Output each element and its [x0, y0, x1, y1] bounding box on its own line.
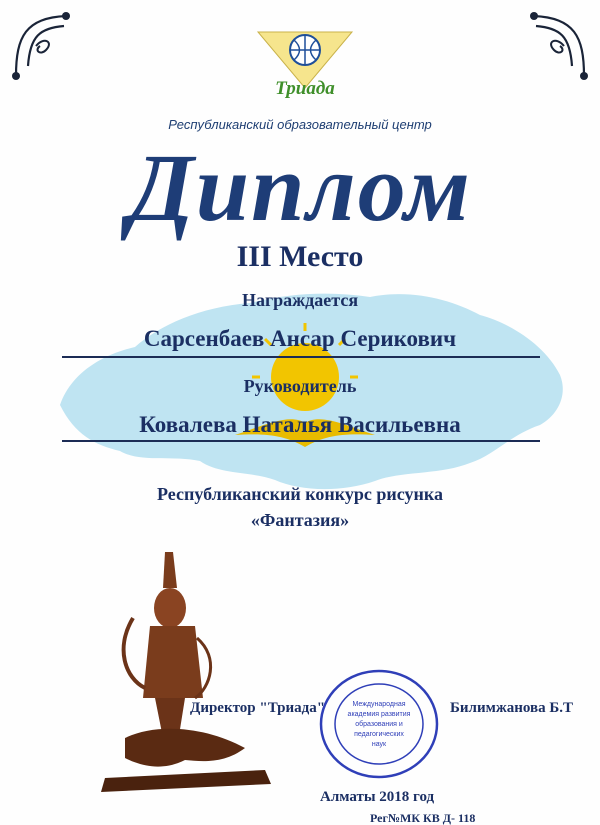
svg-text:академия развития: академия развития: [347, 711, 411, 718]
director-label: Директор "Триада": [190, 700, 326, 716]
contest-title: Республиканский конкурс рисунка: [157, 484, 443, 504]
supervisor-name: Ковалева Наталья Васильевна: [139, 412, 461, 437]
page-title: Диплом: [128, 134, 472, 241]
seal-stamp: [318, 668, 440, 780]
place-label: III Место: [236, 240, 364, 273]
corner-ornament-icon: [6, 6, 84, 84]
svg-text:образования и: образования и: [355, 721, 403, 728]
corner-ornament-icon: [516, 6, 594, 84]
student-name: Сарсенбаев Ансар Серикович: [143, 326, 457, 351]
statue-image: [95, 548, 275, 806]
logo-name: Триада: [275, 78, 335, 99]
divider: [62, 440, 540, 442]
organization-name: Республиканский образовательный центр: [168, 117, 432, 132]
city-year: Алматы 2018 год: [320, 789, 435, 805]
awarded-label: Награждается: [241, 290, 359, 310]
contest-name: «Фантазия»: [250, 510, 350, 530]
supervisor-label: Руководитель: [243, 376, 357, 396]
divider: [62, 356, 540, 358]
svg-text:наук: наук: [371, 741, 387, 748]
registration-number: Рег№МК КВ Д- 118: [370, 811, 476, 825]
svg-text:Международная: Международная: [352, 701, 406, 708]
svg-text:педагогических: педагогических: [354, 731, 404, 738]
director-name: Билимжанова Б.Т: [450, 700, 574, 716]
